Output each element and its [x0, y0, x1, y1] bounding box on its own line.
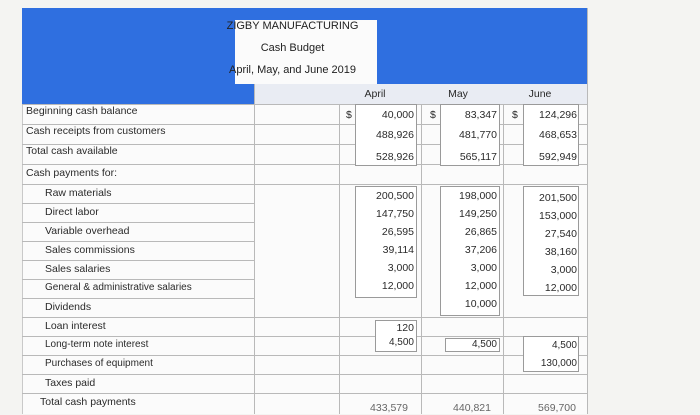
colhdr-fill-label [22, 84, 254, 104]
june-raw-materials: 201,500 [539, 192, 577, 204]
grid-line [22, 279, 254, 280]
june-equipment: 130,000 [540, 358, 577, 369]
may-total-available: 565,117 [459, 151, 497, 163]
april-loan-interest: 120 [396, 322, 414, 334]
april-cash-receipts: 488,926 [376, 129, 414, 141]
label-cash-receipts: Cash receipts from customers [26, 125, 166, 137]
june-sales-salaries: 3,000 [550, 264, 577, 276]
grid-line [22, 241, 254, 242]
label-total-available: Total cash available [26, 145, 118, 157]
dollar-sign: $ [346, 109, 352, 121]
may-ga-salaries: 12,000 [464, 280, 497, 292]
may-direct-labor: 149,250 [459, 208, 497, 220]
june-variable-overhead: 27,540 [544, 228, 577, 240]
dollar-sign: $ [430, 109, 436, 121]
col-header-april: April [364, 88, 386, 100]
june-direct-labor: 153,000 [539, 210, 577, 222]
april-total-available: 528,926 [376, 151, 414, 163]
label-lt-note-interest: Long-term note interest [45, 339, 149, 350]
label-equipment: Purchases of equipment [45, 358, 153, 369]
dollar-sign: $ [512, 109, 518, 121]
col-header-june: June [528, 88, 552, 100]
label-payments-header: Cash payments for: [26, 167, 118, 179]
label-loan-interest: Loan interest [45, 320, 106, 332]
label-total-payments: Total cash payments [40, 396, 136, 408]
label-variable-overhead: Variable overhead [45, 225, 130, 237]
april-lt-note-interest: 4,500 [388, 337, 414, 348]
april-sales-commissions: 39,114 [382, 244, 414, 256]
grid-line [254, 84, 255, 414]
april-raw-materials: 200,500 [376, 190, 414, 202]
grid-line [22, 203, 254, 204]
june-lt-note-interest: 4,500 [551, 340, 577, 351]
april-variable-overhead: 26,595 [381, 226, 414, 238]
april-total-payments: 433,579 [370, 402, 408, 414]
col-header-may: May [448, 88, 468, 100]
may-beginning-cash: 83,347 [464, 109, 497, 121]
may-total-payments: 440,821 [453, 402, 491, 414]
label-direct-labor: Direct labor [45, 206, 99, 218]
header-fill-right [377, 8, 587, 94]
june-cash-receipts: 468,653 [539, 129, 577, 141]
grid-line [22, 298, 254, 299]
header-fill-left [22, 8, 235, 94]
june-ga-salaries: 12,000 [544, 282, 577, 294]
may-sales-commissions: 37,206 [464, 244, 497, 256]
june-total-payments: 569,700 [538, 402, 576, 414]
grid-line [503, 104, 504, 414]
grid-line [339, 104, 340, 414]
may-raw-materials: 198,000 [459, 190, 497, 202]
june-sales-commissions: 38,160 [544, 246, 577, 258]
may-lt-note-interest: 4,500 [471, 339, 497, 350]
april-direct-labor: 147,750 [376, 208, 414, 220]
label-ga-salaries: General & administrative salaries [45, 282, 192, 293]
april-sales-salaries: 3,000 [387, 262, 414, 274]
may-cash-receipts: 481,770 [459, 129, 497, 141]
report-period: April, May, and June 2019 [229, 64, 356, 76]
label-raw-materials: Raw materials [45, 187, 112, 199]
header-fill-top [235, 8, 377, 20]
june-beginning-cash: 124,296 [539, 109, 577, 121]
label-taxes: Taxes paid [45, 377, 96, 389]
grid-line [587, 8, 588, 414]
label-beginning-cash: Beginning cash balance [26, 105, 138, 117]
label-dividends: Dividends [45, 301, 92, 313]
report-title: Cash Budget [260, 42, 325, 54]
grid-line [22, 260, 254, 261]
label-sales-commissions: Sales commissions [45, 244, 135, 256]
may-sales-salaries: 3,000 [470, 262, 497, 274]
may-dividends: 10,000 [464, 298, 497, 310]
june-total-available: 592,949 [539, 151, 577, 163]
company-name: ZIGBY MANUFACTURING [226, 20, 359, 32]
april-beginning-cash: 40,000 [381, 109, 414, 121]
april-ga-salaries: 12,000 [381, 280, 414, 292]
label-sales-salaries: Sales salaries [45, 263, 111, 275]
grid-line [22, 222, 254, 223]
may-variable-overhead: 26,865 [464, 226, 497, 238]
grid-line [421, 104, 422, 414]
